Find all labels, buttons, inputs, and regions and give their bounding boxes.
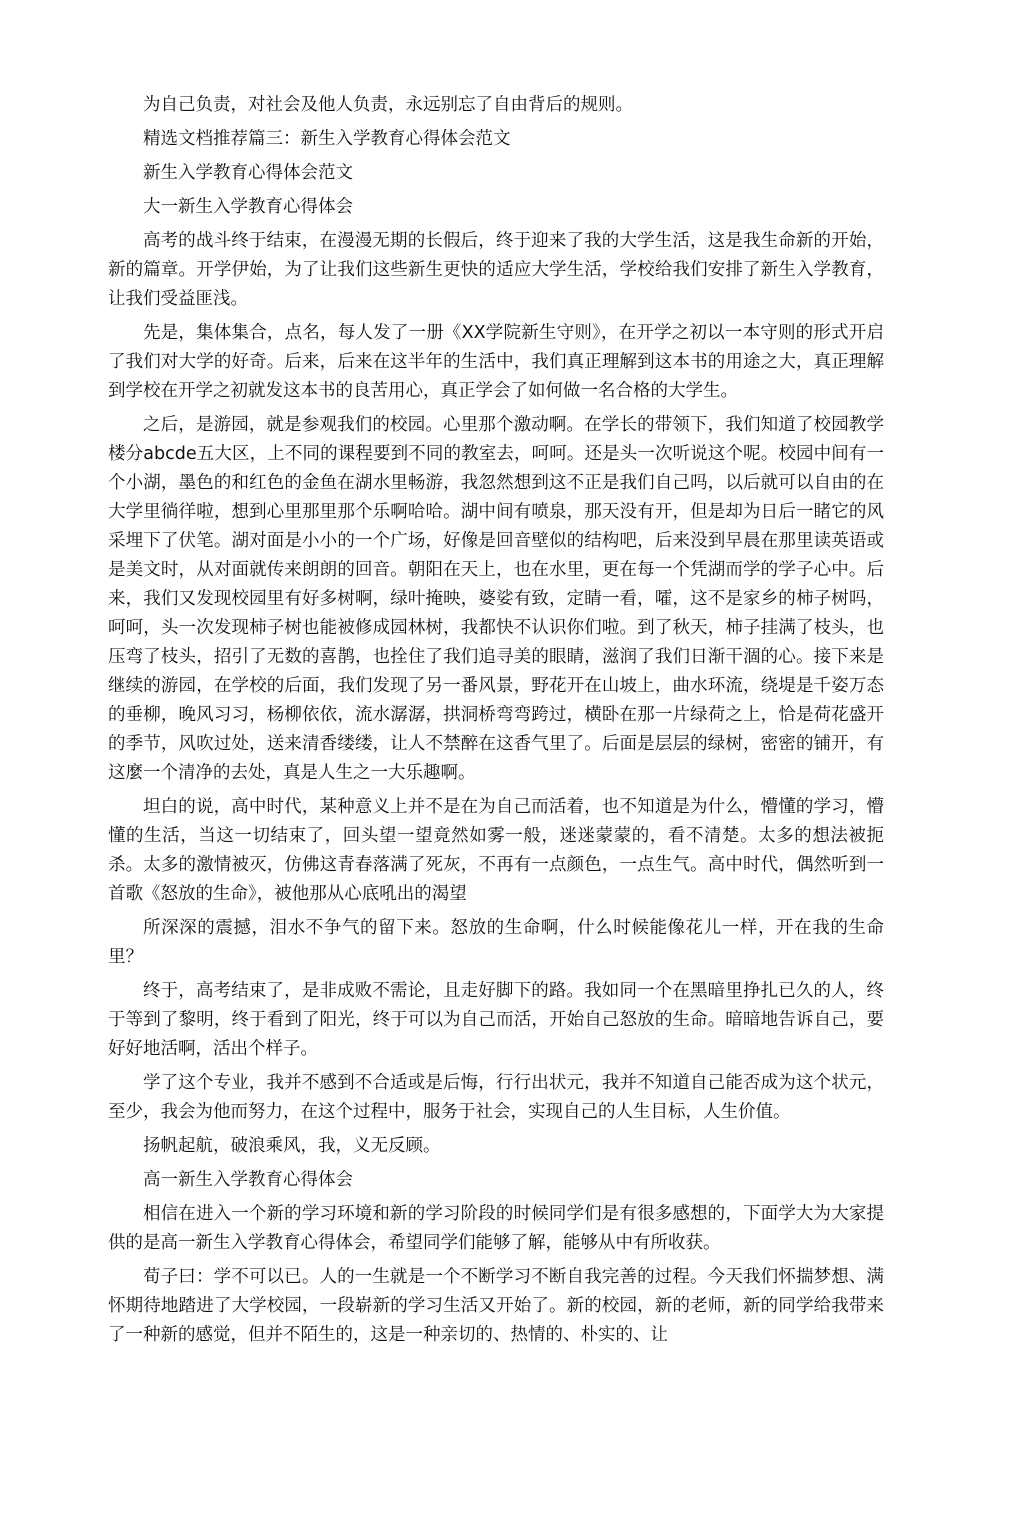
paragraph: 学了这个专业，我并不感到不合适或是后悔，行行出状元，我并不知道自己能否成为这个状元，至少，我会为他而努力，在这个过程中，服务于社会，实现自己的人生目标，人生价值。	[108, 1073, 884, 1122]
paragraph: 坦白的说，高中时代，某种意义上并不是在为自己而活着，也不知道是为什么，懵懂的学习，懵懂的生活，当这一切结束了，回头望一望竟然如雾一般，迷迷蒙蒙的，看不清楚。太多的想法被扼杀。太多的激情被灭，仿佛这青春落满了死灰，不再有一点颜色，一点生气。高中时代，偶然听到一首歌《怒放的生命》，被他那从心底吼出的渴望	[108, 797, 884, 904]
paragraph: 先是，集体集合，点名，每人发了一册《XX学院新生守则》，在开学之初以一本守则的形式开启了我们对大学的好奇。后来，后来在这半年的生活中，我们真正理解到这本书的用途之大，真正理解到学校在开学之初就发这本书的良苦用心，真正学会了如何做一名合格的大学生。	[108, 323, 884, 401]
paragraph: 高考的战斗终于结束，在漫漫无期的长假后，终于迎来了我的大学生活，这是我生命新的开始，新的篇章。开学伊始，为了让我们这些新生更快的适应大学生活，学校给我们安排了新生入学教育，让我们受益匪浅。	[108, 231, 884, 309]
document-title: 新生入学教育心得体会范文	[143, 163, 353, 183]
paragraph: 相信在进入一个新的学习环境和新的学习阶段的时候同学们是有很多感想的，下面学大为大家提供的是高一新生入学教育心得体会，希望同学们能够了解，能够从中有所收获。	[108, 1204, 884, 1253]
paragraph-closing-line: 为自己负责，对社会及他人负责，永远别忘了自由背后的规则。	[143, 95, 633, 115]
section-heading: 精选文档推荐篇三：新生入学教育心得体会范文	[143, 129, 511, 149]
paragraph: 所深深的震撼，泪水不争气的留下来。怒放的生命啊，什么时候能像花儿一样，开在我的生命里？	[108, 918, 884, 967]
document-body	[108, 91, 884, 1355]
paragraph: 之后，是游园，就是参观我们的校园。心里那个激动啊。在学长的带领下，我们知道了校园教学楼分abcde五大区，上不同的课程要到不同的教室去，呵呵。还是头一次听说这个呢。校园中间有一个小湖，墨色的和红色的金鱼在湖水里畅游，我忽然想到这不正是我们自己吗，以后就可以自由的在大学里徜徉啦，想到心里那里那个乐啊哈哈。湖中间有喷泉，那天没有开，但是却为日后一睹它的风采埋下了伏笔。湖对面是小小的一个广场，好像是回音壁似的结构吧，后来没到早晨在那里读英语或是美文时，从对面就传来朗朗的回音。朝阳在天上，也在水里，更在每一个凭湖而学的学子心中。后来，我们又发现校园里有好多树啊，绿叶掩映，婆娑有致，定睛一看，嚯，这不是家乡的柿子树吗，呵呵，头一次发现柿子树也能被修成园林树，我都快不认识你们啦。到了秋天，柿子挂满了枝头，也压弯了枝头，招引了无数的喜鹊，也拴住了我们追寻美的眼睛，滋润了我们日渐干涸的心。接下来是继续的游园，在学校的后面，我们发现了另一番风景，野花开在山坡上，曲水环流，绕堤是千姿万态的垂柳，晚风习习，杨柳依依，流水潺潺，拱洞桥弯弯跨过，横卧在那一片绿荷之上，恰是荷花盛开的季节，风吹过处，送来清香缕缕，让人不禁醉在这香气里了。后面是层层的绿树，密密的铺开，有这麼一个清净的去处，真是人生之一大乐趣啊。	[108, 415, 884, 783]
paragraph: 荀子曰：学不可以已。人的一生就是一个不断学习不断自我完善的过程。今天我们怀揣梦想、满怀期待地踏进了大学校园，一段崭新的学习生活又开始了。新的校园，新的老师，新的同学给我带来了一种新的感觉，但并不陌生的，这是一种亲切的、热情的、朴实的、让	[108, 1267, 884, 1345]
subtitle-high-school-freshman: 高一新生入学教育心得体会	[143, 1170, 353, 1190]
subtitle-freshman-year-one: 大一新生入学教育心得体会	[143, 197, 353, 217]
paragraph: 扬帆起航，破浪乘风，我，义无反顾。	[143, 1136, 441, 1156]
paragraph: 终于，高考结束了，是非成败不需论，且走好脚下的路。我如同一个在黑暗里挣扎已久的人，终于等到了黎明，终于看到了阳光，终于可以为自己而活，开始自己怒放的生命。暗暗地告诉自己，要好好地活啊，活出个样子。	[108, 981, 884, 1059]
